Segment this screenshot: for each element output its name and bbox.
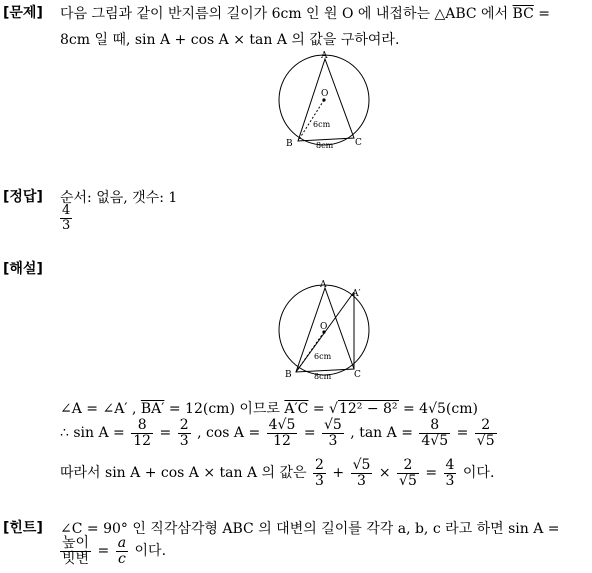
denominator: 12 (273, 432, 291, 449)
numerator: 4√5 (268, 417, 296, 433)
numerator: √5 (324, 417, 342, 433)
text: + (332, 465, 349, 482)
numerator: 2 (179, 417, 189, 433)
fraction (419, 418, 450, 448)
fraction (475, 418, 497, 448)
label-a-prime: A′ (352, 289, 361, 299)
numerator: 2 (397, 458, 419, 474)
hint-line-2 (60, 536, 166, 566)
text: = (425, 465, 442, 482)
numerator: 2 (475, 418, 497, 434)
answer-tag: [정답] (3, 189, 43, 205)
answer-line: 순서: 없음, 갯수: 1 (60, 190, 178, 206)
text: 따라서 sin A + cos A × tan A 의 값은 (60, 465, 312, 482)
fraction (131, 418, 153, 448)
label-c: C (354, 370, 361, 380)
label-8cm: 8cm (314, 372, 332, 381)
text: × (378, 465, 396, 482)
label-a: A (321, 51, 328, 61)
text: = √ (308, 401, 338, 417)
solution-line-1 (60, 398, 478, 418)
numerator: 8 (131, 418, 153, 434)
hint-tag: [힌트] (3, 520, 43, 536)
text: = (303, 425, 321, 442)
numerator: √5 (352, 457, 371, 473)
segment-ba-prime: BA′ (140, 401, 165, 417)
text: 이다. (462, 465, 495, 482)
problem-line-1 (60, 3, 550, 23)
fraction (322, 418, 344, 448)
label-6cm: 6cm (313, 120, 331, 129)
denominator: 3 (445, 472, 455, 489)
fraction (397, 458, 419, 488)
label-6cm: 6cm (314, 352, 332, 361)
denominator: 3 (179, 432, 189, 449)
answer-denominator: 3 (62, 217, 71, 233)
fraction (178, 418, 191, 448)
denominator: 3 (357, 472, 366, 489)
numerator: 높이 (62, 535, 90, 551)
segment-bc: $\overline{BC}$ (512, 6, 534, 22)
text: 이다. (134, 543, 167, 560)
answer-numerator: 4 (62, 203, 71, 218)
segment-a-prime-c: A′C (284, 401, 309, 417)
text: = 12(cm) 이므로 (164, 401, 285, 417)
problem-tag: [문제] (3, 5, 43, 21)
fraction (444, 458, 457, 488)
solution-line-3 (60, 458, 494, 488)
circle-figure-2 (274, 280, 378, 384)
circle-figure-1 (274, 50, 378, 152)
label-o: O (321, 89, 329, 99)
fraction (116, 536, 128, 566)
label-8cm: 8cm (316, 141, 334, 150)
hint-line-1: ∠C = 90° 인 직각삼각형 ABC 의 대변의 길이를 각각 a, b, c 라고 하면 sin A = (60, 521, 560, 537)
fraction (313, 458, 326, 488)
label-o: O (320, 322, 328, 332)
text: , tan A = (350, 425, 418, 442)
numerator: a (117, 535, 127, 551)
fraction (351, 458, 373, 488)
text: = 4√5(cm) (398, 401, 478, 417)
denominator: 빗변 (62, 550, 90, 567)
denominator: √5 (399, 472, 417, 489)
solution-line-2 (60, 418, 499, 448)
denominator: c (117, 550, 126, 567)
text: = (456, 425, 473, 442)
fraction (60, 536, 91, 566)
label-a: A (320, 280, 327, 290)
numerator: 8 (419, 418, 450, 434)
denominator: 12 (133, 432, 152, 449)
denominator: 3 (328, 432, 338, 449)
radicand: 12² − 8² (338, 401, 398, 417)
problem-text: = (533, 6, 550, 22)
label-c: C (355, 138, 362, 148)
text: ∠A = ∠A′ , (60, 401, 141, 417)
text: , cos A = (197, 425, 265, 442)
problem-line-2: 8cm 일 때, sin A + cos A × tan A 의 값을 구하여라. (60, 32, 400, 48)
denominator: 3 (315, 472, 324, 489)
denominator: √5 (476, 432, 495, 449)
text: ∴ sin A = (60, 425, 130, 442)
text: = (159, 425, 176, 442)
fraction (267, 418, 298, 448)
problem-text: 다음 그림과 같이 반지름의 길이가 6cm 인 원 O 에 내접하는 △ABC 에서 (60, 6, 513, 22)
text: = (97, 543, 114, 560)
numerator: 2 (315, 457, 324, 473)
label-b: B (285, 370, 292, 380)
denominator: 4√5 (421, 432, 449, 449)
label-b: B (286, 139, 293, 149)
answer-fraction (58, 204, 74, 232)
solution-tag: [해설] (3, 261, 43, 277)
numerator: 4 (445, 457, 455, 473)
